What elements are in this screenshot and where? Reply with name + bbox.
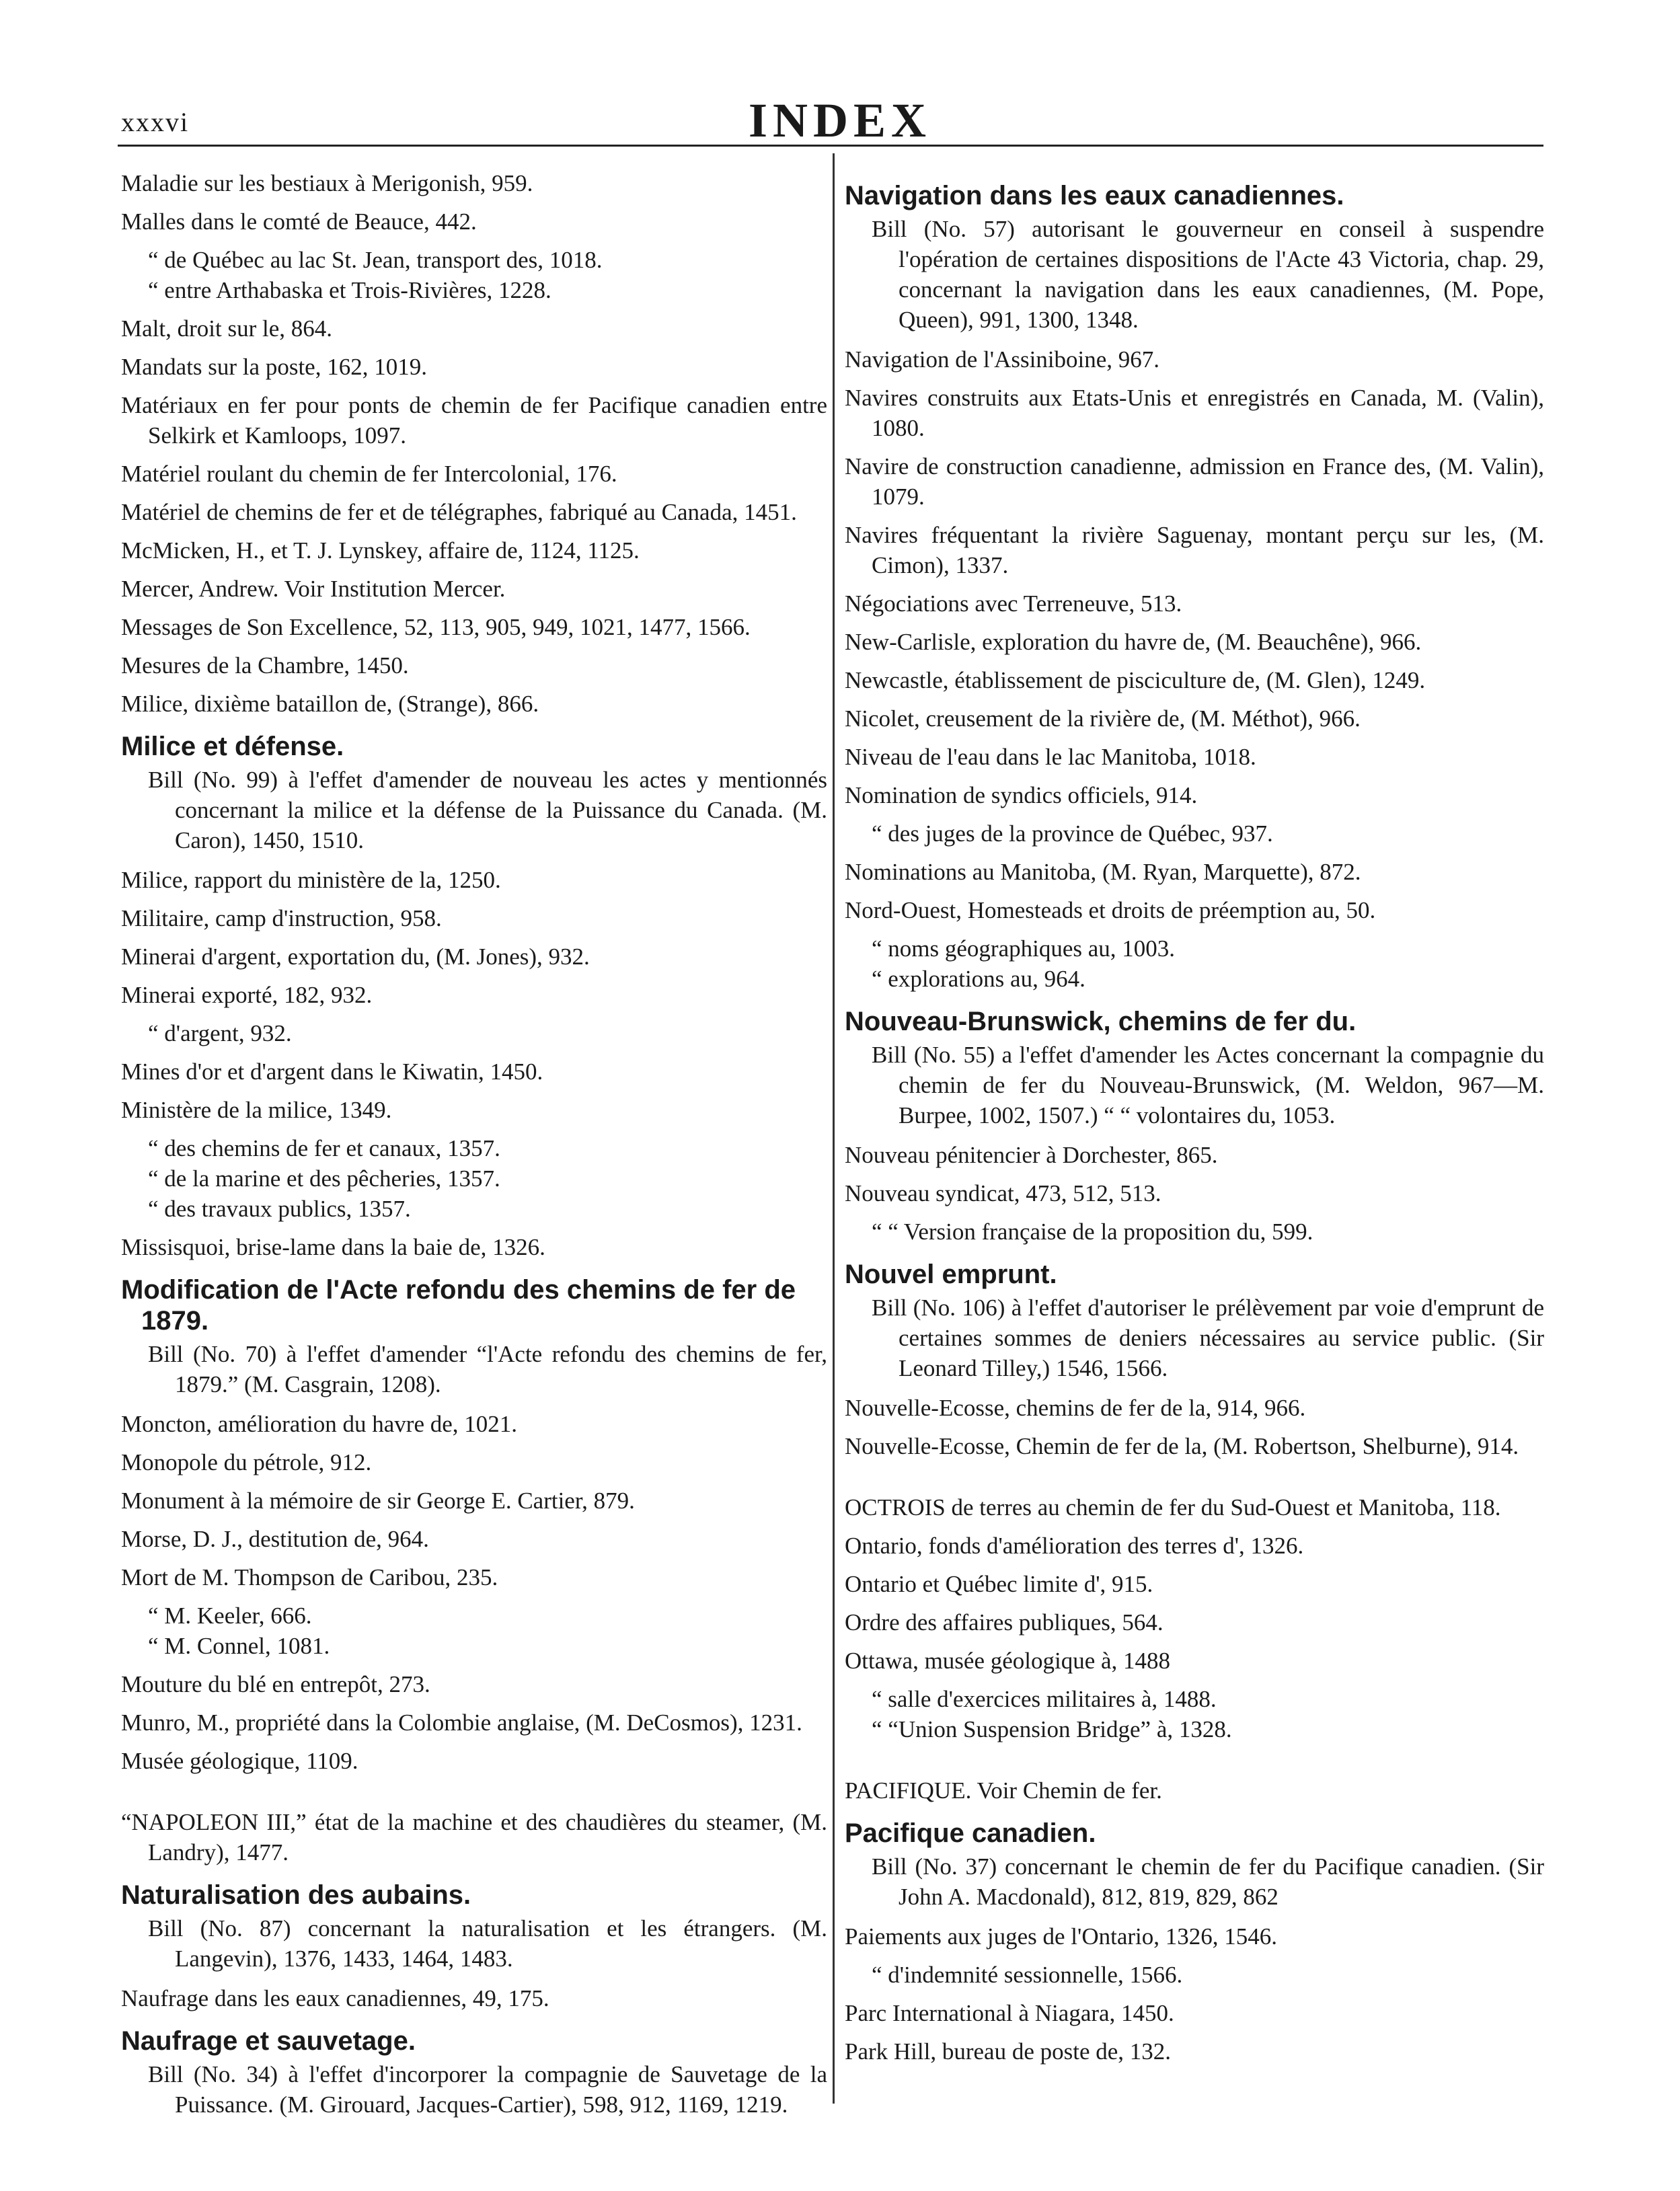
index-subentry: “ M. Keeler, 666. xyxy=(148,1603,312,1629)
index-subentry: “ noms géographiques au, 1003. xyxy=(872,935,1176,962)
index-subentry: “ entre Arthabaska et Trois-Rivières, 1228. xyxy=(148,277,551,303)
index-entry: Militaire, camp d'instruction, 958. xyxy=(121,905,442,931)
index-entry: Morse, D. J., destitution de, 964. xyxy=(121,1526,429,1552)
index-subentry: “ des chemins de fer et canaux, 1357. xyxy=(148,1135,500,1161)
index-entry: Missisquoi, brise-lame dans la baie de, 1326. xyxy=(121,1234,545,1260)
index-entry: Ontario et Québec limite d', 915. xyxy=(845,1571,1153,1597)
index-entry: Musée géologique, 1109. xyxy=(121,1748,358,1774)
index-entry: Ottawa, musée géologique à, 1488 xyxy=(845,1648,1171,1674)
bill-entry: Bill (No. 99) à l'effet d'amender de nouveau les actes y mentionnés concernant la milice et la défense de la Puissance du Canada. (M. Caron), 1450, 1510. xyxy=(148,767,827,853)
index-heading: Milice et défense. xyxy=(121,732,344,761)
index-entry: McMicken, H., et T. J. Lynskey, affaire de, 1124, 1125. xyxy=(121,537,640,564)
column-divider xyxy=(833,153,835,2104)
index-entry: Navigation de l'Assiniboine, 967. xyxy=(845,346,1160,373)
index-entry: Matériel roulant du chemin de fer Intercolonial, 176. xyxy=(121,461,617,487)
index-entry: Mouture du blé en entrepôt, 273. xyxy=(121,1671,430,1697)
index-subentry: “ de la marine et des pêcheries, 1357. xyxy=(148,1165,500,1192)
index-heading: Nouvel emprunt. xyxy=(845,1260,1057,1289)
index-entry: Matériel de chemins de fer et de télégraphes, fabriqué au Canada, 1451. xyxy=(121,499,797,525)
page-title: INDEX xyxy=(748,93,932,147)
index-entry: Monument à la mémoire de sir George E. Cartier, 879. xyxy=(121,1488,635,1514)
index-entry: Milice, rapport du ministère de la, 1250. xyxy=(121,867,501,893)
index-heading: Naturalisation des aubains. xyxy=(121,1880,471,1910)
index-entry: Park Hill, bureau de poste de, 132. xyxy=(845,2038,1172,2065)
bill-entry: Bill (No. 57) autorisant le gouverneur en conseil à suspendre l'opération de certaines dispositions de l'Acte 43 Victoria, chap. 29, concernant la navigation dans les eaux canadiennes, (M. Pope, Queen), 991, 1300, 1348. xyxy=(872,216,1544,333)
index-entry: OCTROIS de terres au chemin de fer du Sud-Ouest et Manitoba, 118. xyxy=(845,1494,1501,1521)
index-entry: Nomination de syndics officiels, 914. xyxy=(845,782,1198,808)
index-heading: Modification de l'Acte refondu des chemins de fer de 1879. xyxy=(121,1275,796,1336)
index-heading: Nouveau-Brunswick, chemins de fer du. xyxy=(845,1007,1357,1036)
index-entry: Nouvelle-Ecosse, Chemin de fer de la, (M. Robertson, Shelburne), 914. xyxy=(845,1433,1519,1459)
index-entry: Navire de construction canadienne, admission en France des, (M. Valin), 1079. xyxy=(845,453,1544,510)
index-entry: Minerai d'argent, exportation du, (M. Jones), 932. xyxy=(121,944,590,970)
bill-entry: Bill (No. 106) à l'effet d'autoriser le prélèvement par voie d'emprunt de certaines sommes de deniers nécessaires au service public. (Sir Leonard Tilley,) 1546, 1566. xyxy=(872,1295,1544,1381)
bill-entry: Bill (No. 55) a l'effet d'amender les Actes concernant la compagnie du chemin de fer du Nouveau-Brunswick, (M. Weldon, 967—M. Burpee, 1002, 1507.) “ “ volontaires du, 1053. xyxy=(872,1042,1544,1128)
index-entry: Ontario, fonds d'amélioration des terres d', 1326. xyxy=(845,1533,1304,1559)
index-entry: Navires construits aux Etats-Unis et enregistrés en Canada, M. (Valin), 1080. xyxy=(845,385,1544,441)
index-subentry: “ “ Version française de la proposition du, 599. xyxy=(872,1219,1313,1245)
index-entry: Malles dans le comté de Beauce, 442. xyxy=(121,208,477,235)
index-entry: Naufrage dans les eaux canadiennes, 49, 175. xyxy=(121,1985,549,2011)
index-entry: Paiements aux juges de l'Ontario, 1326, 1546. xyxy=(845,1923,1278,1950)
index-entry: PACIFIQUE. Voir Chemin de fer. xyxy=(845,1777,1162,1804)
index-entry: Newcastle, établissement de pisciculture de, (M. Glen), 1249. xyxy=(845,667,1426,693)
page-number: xxxvi xyxy=(121,107,190,137)
index-entry: Matériaux en fer pour ponts de chemin de fer Pacifique canadien entre Selkirk et Kamloops, 1097. xyxy=(121,392,827,449)
index-entry: Mines d'or et d'argent dans le Kiwatin, 1450. xyxy=(121,1059,543,1085)
index-entry: Mercer, Andrew. Voir Institution Mercer. xyxy=(121,576,506,602)
section-gap xyxy=(845,1469,1544,1492)
index-entry: Ordre des affaires publiques, 564. xyxy=(845,1609,1163,1636)
index-entry: Nouvelle-Ecosse, chemins de fer de la, 914, 966. xyxy=(845,1395,1306,1421)
section-gap xyxy=(845,1753,1544,1775)
index-subentry: “ M. Connel, 1081. xyxy=(148,1633,330,1659)
left-column xyxy=(121,168,827,2129)
index-entry: “NAPOLEON III,” état de la machine et des chaudières du steamer, (M. Landry), 1477. xyxy=(121,1809,827,1866)
index-subentry: “ d'argent, 932. xyxy=(148,1020,292,1046)
index-entry: Ministère de la milice, 1349. xyxy=(121,1097,392,1123)
index-entry: Messages de Son Excellence, 52, 113, 905, 949, 1021, 1477, 1566. xyxy=(121,614,751,640)
index-subentry: “ “Union Suspension Bridge” à, 1328. xyxy=(872,1716,1232,1742)
index-entry: Nicolet, creusement de la rivière de, (M. Méthot), 966. xyxy=(845,705,1361,732)
index-entry: Mesures de la Chambre, 1450. xyxy=(121,652,409,679)
index-subentry: “ d'indemnité sessionnelle, 1566. xyxy=(872,1962,1183,1988)
index-entry: Moncton, amélioration du havre de, 1021. xyxy=(121,1411,518,1437)
index-entry: Mort de M. Thompson de Caribou, 235. xyxy=(121,1564,498,1590)
index-subentry: “ explorations au, 964. xyxy=(872,966,1085,992)
index-subentry: “ des juges de la province de Québec, 937. xyxy=(872,820,1273,847)
right-column xyxy=(845,168,1544,2075)
index-entry: Malt, droit sur le, 864. xyxy=(121,315,332,342)
index-entry: Parc International à Niagara, 1450. xyxy=(845,2000,1174,2026)
index-entry: Navires fréquentant la rivière Saguenay, montant perçu sur les, (M. Cimon), 1337. xyxy=(845,522,1544,578)
index-subentry: “ des travaux publics, 1357. xyxy=(148,1196,411,1222)
index-entry: Milice, dixième bataillon de, (Strange), 866. xyxy=(121,691,539,717)
index-entry: Nouveau syndicat, 473, 512, 513. xyxy=(845,1180,1161,1206)
index-entry: Nouveau pénitencier à Dorchester, 865. xyxy=(845,1142,1218,1168)
index-entry: Maladie sur les bestiaux à Merigonish, 959. xyxy=(121,170,533,196)
index-subentry: “ de Québec au lac St. Jean, transport des, 1018. xyxy=(148,247,603,273)
index-entry: Niveau de l'eau dans le lac Manitoba, 1018. xyxy=(845,744,1256,770)
index-entry: Mandats sur la poste, 162, 1019. xyxy=(121,354,427,380)
bill-entry: Bill (No. 70) à l'effet d'amender “l'Acte refondu des chemins de fer, 1879.” (M. Casgrain, 1208). xyxy=(148,1341,827,1397)
index-entry: New-Carlisle, exploration du havre de, (M. Beauchêne), 966. xyxy=(845,629,1422,655)
index-entry: Monopole du pétrole, 912. xyxy=(121,1449,372,1475)
bill-entry: Bill (No. 87) concernant la naturalisation et les étrangers. (M. Langevin), 1376, 1433, 1464, 1483. xyxy=(148,1915,827,1972)
index-entry: Minerai exporté, 182, 932. xyxy=(121,982,373,1008)
bill-entry: Bill (No. 34) à l'effet d'incorporer la compagnie de Sauvetage de la Puissance. (M. Girouard, Jacques-Cartier), 598, 912, 1169, 1219. xyxy=(148,2061,827,2118)
index-subentry: “ salle d'exercices militaires à, 1488. xyxy=(872,1686,1217,1712)
section-gap xyxy=(121,1784,827,1807)
header-rule xyxy=(118,145,1543,147)
index-heading: Naufrage et sauvetage. xyxy=(121,2026,416,2056)
index-entry: Négociations avec Terreneuve, 513. xyxy=(845,590,1182,617)
index-entry: Nord-Ouest, Homesteads et droits de préemption au, 50. xyxy=(845,897,1376,923)
index-heading: Navigation dans les eaux canadiennes. xyxy=(845,181,1344,210)
bill-entry: Bill (No. 37) concernant le chemin de fer du Pacifique canadien. (Sir John A. Macdonald), 812, 819, 829, 862 xyxy=(872,1853,1544,1910)
index-entry: Munro, M., propriété dans la Colombie anglaise, (M. DeCosmos), 1231. xyxy=(121,1709,802,1736)
index-entry: Nominations au Manitoba, (M. Ryan, Marquette), 872. xyxy=(845,859,1361,885)
index-heading: Pacifique canadien. xyxy=(845,1818,1096,1848)
